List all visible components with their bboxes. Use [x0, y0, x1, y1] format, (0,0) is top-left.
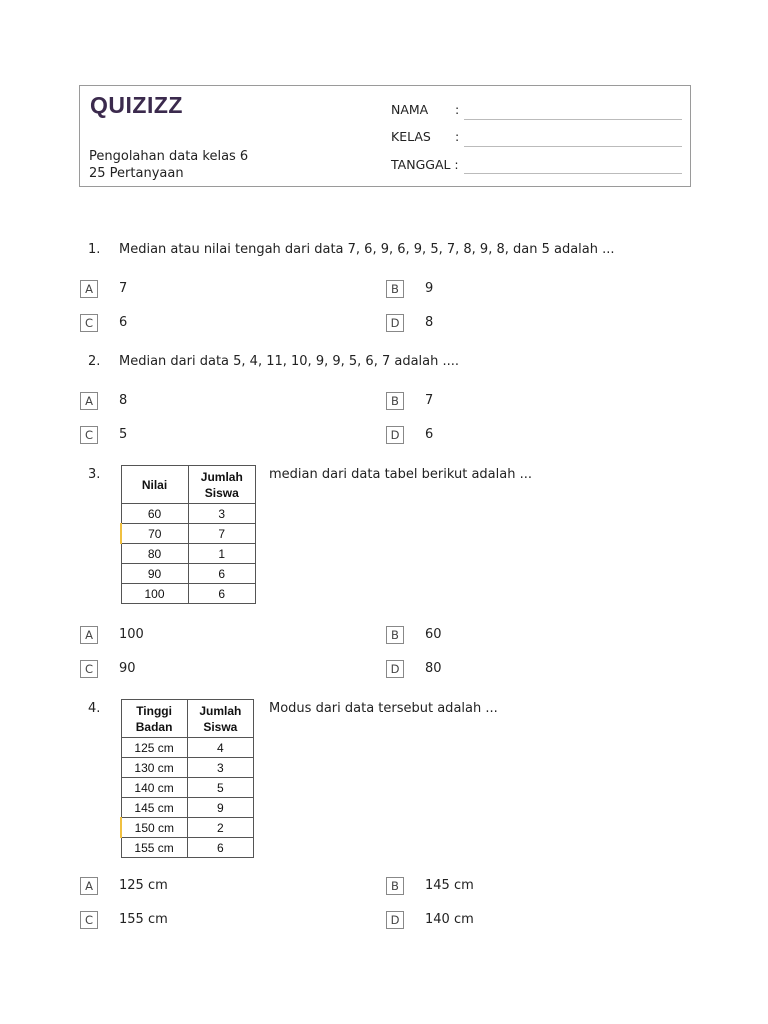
table-cell: 140 cm: [121, 778, 187, 798]
table-header: Nilai: [121, 466, 188, 504]
table-cell: 60: [121, 504, 188, 524]
table-cell: 9: [187, 798, 253, 818]
option-text: 7: [425, 393, 434, 408]
worksheet-title: Pengolahan data kelas 6: [89, 149, 249, 164]
table-row: [121, 564, 256, 584]
name-label: NAMA: [391, 102, 429, 117]
option-text: 60: [425, 627, 442, 642]
option-text: 5: [119, 427, 128, 442]
name-field[interactable]: [464, 119, 682, 120]
table-row: [121, 778, 254, 798]
option-letter-box[interactable]: C: [80, 660, 98, 678]
option-letter-box[interactable]: A: [80, 626, 98, 644]
table-header: Tinggi Badan: [121, 700, 187, 738]
class-label: KELAS: [391, 129, 431, 144]
worksheet-info: [89, 148, 248, 182]
option-text: 100: [119, 627, 144, 642]
table-row: [121, 524, 256, 544]
table-cell: 3: [187, 758, 253, 778]
table-row: [121, 504, 256, 524]
table-row: [121, 818, 254, 838]
option-text: 80: [425, 661, 442, 676]
quizizz-logo: QUIZIZZ: [90, 92, 183, 118]
table-header: Jumlah Siswa: [188, 466, 255, 504]
data-table: [120, 699, 254, 858]
option-text: 90: [119, 661, 136, 676]
option-text: 9: [425, 281, 434, 296]
question-text: Median dari data 5, 4, 11, 10, 9, 9, 5, 6, 7 adalah ....: [119, 354, 460, 369]
table-cell: 5: [187, 778, 253, 798]
option-letter-box[interactable]: A: [80, 280, 98, 298]
option-text: 6: [425, 427, 434, 442]
date-label: TANGGAL :: [391, 157, 459, 172]
question-number: 1.: [88, 242, 101, 257]
question-text: Modus dari data tersebut adalah ...: [269, 701, 498, 716]
table-cell: 150 cm: [121, 818, 187, 838]
table-cell: 6: [188, 564, 255, 584]
question-number: 4.: [88, 701, 101, 716]
table-cell: 7: [188, 524, 255, 544]
name-colon: :: [455, 102, 460, 117]
table-cell: 90: [121, 564, 188, 584]
table-cell: 3: [188, 504, 255, 524]
option-letter-box[interactable]: A: [80, 392, 98, 410]
option-letter-box[interactable]: B: [386, 877, 404, 895]
option-letter-box[interactable]: A: [80, 877, 98, 895]
question-number: 3.: [88, 467, 101, 482]
table-cell: 100: [121, 584, 188, 604]
table-row: [121, 584, 256, 604]
option-text: 7: [119, 281, 128, 296]
option-text: 125 cm: [119, 878, 168, 893]
date-field[interactable]: [464, 173, 682, 174]
table-cell: 6: [188, 584, 255, 604]
worksheet-header: [79, 85, 691, 187]
table-row: [121, 838, 254, 858]
option-letter-box[interactable]: D: [386, 314, 404, 332]
table-row: [121, 798, 254, 818]
option-letter-box[interactable]: C: [80, 314, 98, 332]
table-header: Jumlah Siswa: [187, 700, 253, 738]
question-text: median dari data tabel berikut adalah ...: [269, 467, 532, 482]
option-text: 8: [119, 393, 128, 408]
table-cell: 125 cm: [121, 738, 187, 758]
question-number: 2.: [88, 354, 101, 369]
table-cell: 145 cm: [121, 798, 187, 818]
table-cell: 6: [187, 838, 253, 858]
data-table: [120, 465, 256, 604]
table-row: [121, 544, 256, 564]
option-letter-box[interactable]: B: [386, 626, 404, 644]
option-text: 140 cm: [425, 912, 474, 927]
table-cell: 2: [187, 818, 253, 838]
question-text: Median atau nilai tengah dari data 7, 6, 9, 6, 9, 5, 7, 8, 9, 8, dan 5 adalah ...: [119, 242, 615, 257]
option-letter-box[interactable]: D: [386, 911, 404, 929]
question-count: 25 Pertanyaan: [89, 166, 184, 181]
option-text: 155 cm: [119, 912, 168, 927]
table-cell: 70: [121, 524, 188, 544]
option-text: 145 cm: [425, 878, 474, 893]
option-text: 6: [119, 315, 128, 330]
table-cell: 155 cm: [121, 838, 187, 858]
option-text: 8: [425, 315, 434, 330]
option-letter-box[interactable]: C: [80, 426, 98, 444]
class-colon: :: [455, 129, 460, 144]
class-field[interactable]: [464, 146, 682, 147]
option-letter-box[interactable]: D: [386, 660, 404, 678]
table-row: [121, 758, 254, 778]
option-letter-box[interactable]: B: [386, 280, 404, 298]
table-row: [121, 738, 254, 758]
option-letter-box[interactable]: B: [386, 392, 404, 410]
table-cell: 4: [187, 738, 253, 758]
option-letter-box[interactable]: D: [386, 426, 404, 444]
table-cell: 80: [121, 544, 188, 564]
option-letter-box[interactable]: C: [80, 911, 98, 929]
table-cell: 1: [188, 544, 255, 564]
table-cell: 130 cm: [121, 758, 187, 778]
